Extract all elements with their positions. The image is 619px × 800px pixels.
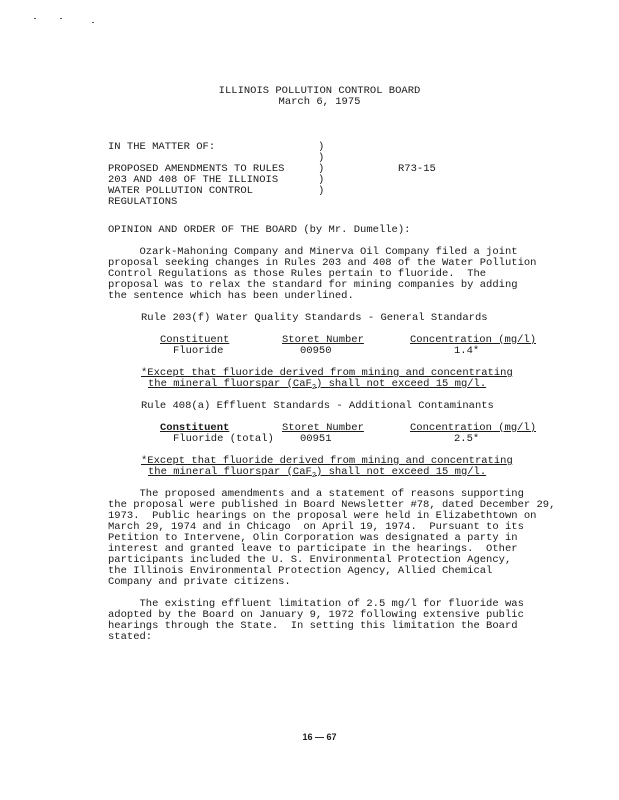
caption-title-line: REGULATIONS xyxy=(108,196,178,208)
caption-title-line: 203 AND 408 OF THE ILLINOIS xyxy=(108,174,279,186)
paragraph-line: The proposed amendments and a statement of reasons supporting xyxy=(108,488,524,500)
paragraph-line: Control Regulations as those Rules pertain to fluoride. The xyxy=(108,268,487,280)
paragraph-line: stated: xyxy=(108,631,153,643)
paragraph-line: the Illinois Environmental Protection Agency, Allied Chemical xyxy=(108,565,493,577)
rule-408-storet: 00951 xyxy=(300,433,332,445)
paragraph-line: participants included the U. S. Environmental Protection Agency, xyxy=(108,554,512,566)
paragraph-line: the proposal were published in Board Newsletter #78, dated December 29, xyxy=(108,499,556,511)
rule-408-footnote-line: *Except that fluoride derived from mining and concentrating xyxy=(141,455,513,467)
docket-number: R73-15 xyxy=(398,163,436,175)
caption-paren: ) xyxy=(318,163,325,175)
matter-line: IN THE MATTER OF: xyxy=(108,141,216,153)
rule-203-col-constituent: Constituent xyxy=(160,334,230,346)
caption-paren: ) xyxy=(318,141,325,153)
rule-408-heading: Rule 408(a) Effluent Standards - Additional Contaminants xyxy=(141,400,494,412)
paragraph-line: The existing effluent limitation of 2.5 mg/l for fluoride was xyxy=(108,598,524,610)
paragraph-line: proposal seeking changes in Rules 203 and 408 of the Water Pollution xyxy=(108,257,537,269)
rule-408-constituent: Fluoride (total) xyxy=(173,433,274,445)
rule-203-heading: Rule 203(f) Water Quality Standards - General Standards xyxy=(141,312,488,324)
rule-408-concentration: 2.5* xyxy=(454,433,480,445)
document-date: March 6, 1975 xyxy=(278,96,361,108)
paragraph-line: interest and granted leave to participate in the hearings. Other xyxy=(108,543,518,555)
paragraph-line: Ozark-Mahoning Company and Minerva Oil Company filed a joint xyxy=(108,246,518,258)
rule-203-col-concentration: Concentration (mg/l) xyxy=(410,334,537,346)
caption-paren: ) xyxy=(318,185,325,197)
paragraph-line: adopted by the Board on January 9, 1972 following extensive public xyxy=(108,609,524,621)
caption-paren: ) xyxy=(318,152,325,164)
paragraph-line: hearings through the State. In setting this limitation the Board xyxy=(108,620,518,632)
caption-paren: ) xyxy=(318,174,325,186)
caption-title-line: WATER POLLUTION CONTROL xyxy=(108,185,253,197)
rule-203-footnote-line: *Except that fluoride derived from mining and concentrating xyxy=(141,367,513,379)
rule-203-concentration: 1.4* xyxy=(454,345,480,357)
rule-203-constituent: Fluoride xyxy=(173,345,224,357)
rule-408-col-storet: Storet Number xyxy=(282,422,364,434)
board-name: ILLINOIS POLLUTION CONTROL BOARD xyxy=(218,85,421,97)
rule-408-col-constituent: Constituent xyxy=(160,422,230,434)
rule-408-footnote-line: the mineral fluorspar (CaF$_2$) shall not exceed 15 mg/l. xyxy=(148,466,487,481)
scan-speck xyxy=(60,18,62,19)
paragraph-line: proposal was to relax the standard for mining companies by adding xyxy=(108,279,518,291)
page-number: 16 — 67 xyxy=(302,732,337,742)
rule-408-col-concentration: Concentration (mg/l) xyxy=(410,422,537,434)
opinion-heading: OPINION AND ORDER OF THE BOARD (by Mr. Dumelle): xyxy=(108,224,411,236)
paragraph-line: 1973. Public hearings on the proposal were held in Elizabethtown on xyxy=(108,510,537,522)
paragraph-line: Petition to Intervene, Olin Corporation was designated a party in xyxy=(108,532,518,544)
rule-203-footnote-line: the mineral fluorspar (CaF$_2$) shall not exceed 15 mg/l. xyxy=(148,378,487,393)
scan-speck xyxy=(92,22,94,23)
paragraph-line: March 29, 1974 and in Chicago on April 19, 1974. Pursuant to its xyxy=(108,521,524,533)
paragraph-line: Company and private citizens. xyxy=(108,576,291,588)
rule-203-storet: 00950 xyxy=(300,345,332,357)
scan-speck xyxy=(34,18,36,19)
rule-203-col-storet: Storet Number xyxy=(282,334,364,346)
caption-title-line: PROPOSED AMENDMENTS TO RULES xyxy=(108,163,285,175)
paragraph-line: the sentence which has been underlined. xyxy=(108,290,354,302)
